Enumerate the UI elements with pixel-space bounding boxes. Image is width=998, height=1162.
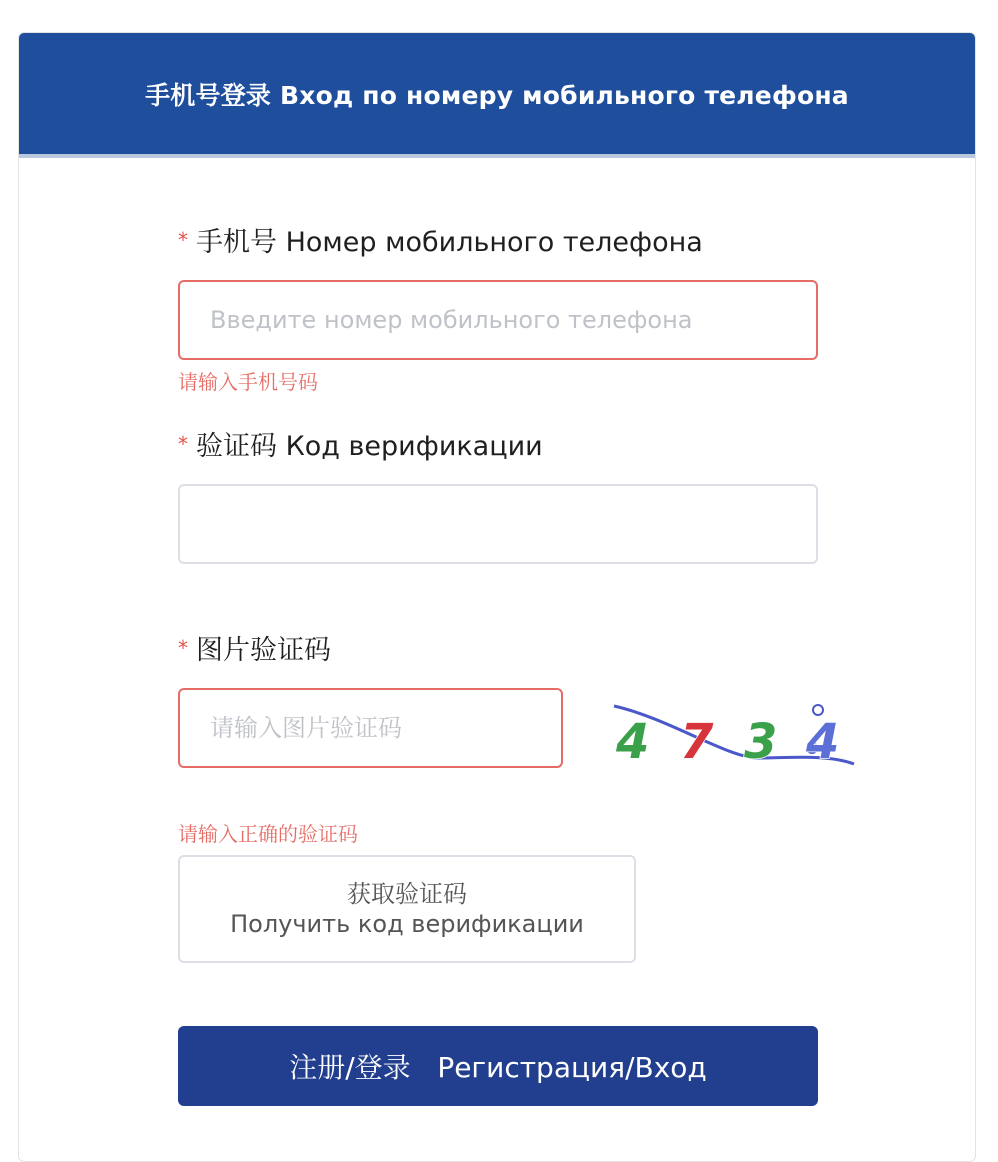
required-mark: * xyxy=(178,228,188,252)
image-code-label xyxy=(178,628,331,667)
card-header xyxy=(19,33,975,158)
login-card xyxy=(18,32,976,1162)
phone-label xyxy=(178,220,703,259)
phone-input[interactable] xyxy=(178,280,818,360)
code-label-text: 验证码 Код верификации xyxy=(196,431,543,462)
register-login-button[interactable]: 注册/登录 Регистрация/Вход xyxy=(178,1026,818,1106)
image-code-label-text: 图片验证码 xyxy=(196,635,331,666)
code-label xyxy=(178,424,543,463)
captcha-image[interactable] xyxy=(608,696,858,774)
image-code-input[interactable] xyxy=(178,688,563,768)
get-code-button[interactable] xyxy=(178,855,636,963)
captcha-char: 4 xyxy=(616,714,650,770)
code-input[interactable] xyxy=(178,484,818,564)
phone-label-text: 手机号 Номер мобильного телефона xyxy=(196,227,703,258)
image-code-error: 请输入正确的验证码 xyxy=(178,822,358,846)
page-title: 手机号登录 Вход по номеру мобильного телефона xyxy=(145,80,849,110)
required-mark: * xyxy=(178,432,188,456)
required-mark: * xyxy=(178,636,188,660)
captcha-char: 7 xyxy=(680,714,714,770)
phone-error: 请输入手机号码 xyxy=(178,370,318,394)
captcha-char: 4 xyxy=(806,714,840,770)
get-code-label-ru: Получить код верификации xyxy=(230,910,584,938)
captcha-char: 3 xyxy=(744,714,778,770)
get-code-label-zh: 获取验证码 xyxy=(347,880,467,908)
